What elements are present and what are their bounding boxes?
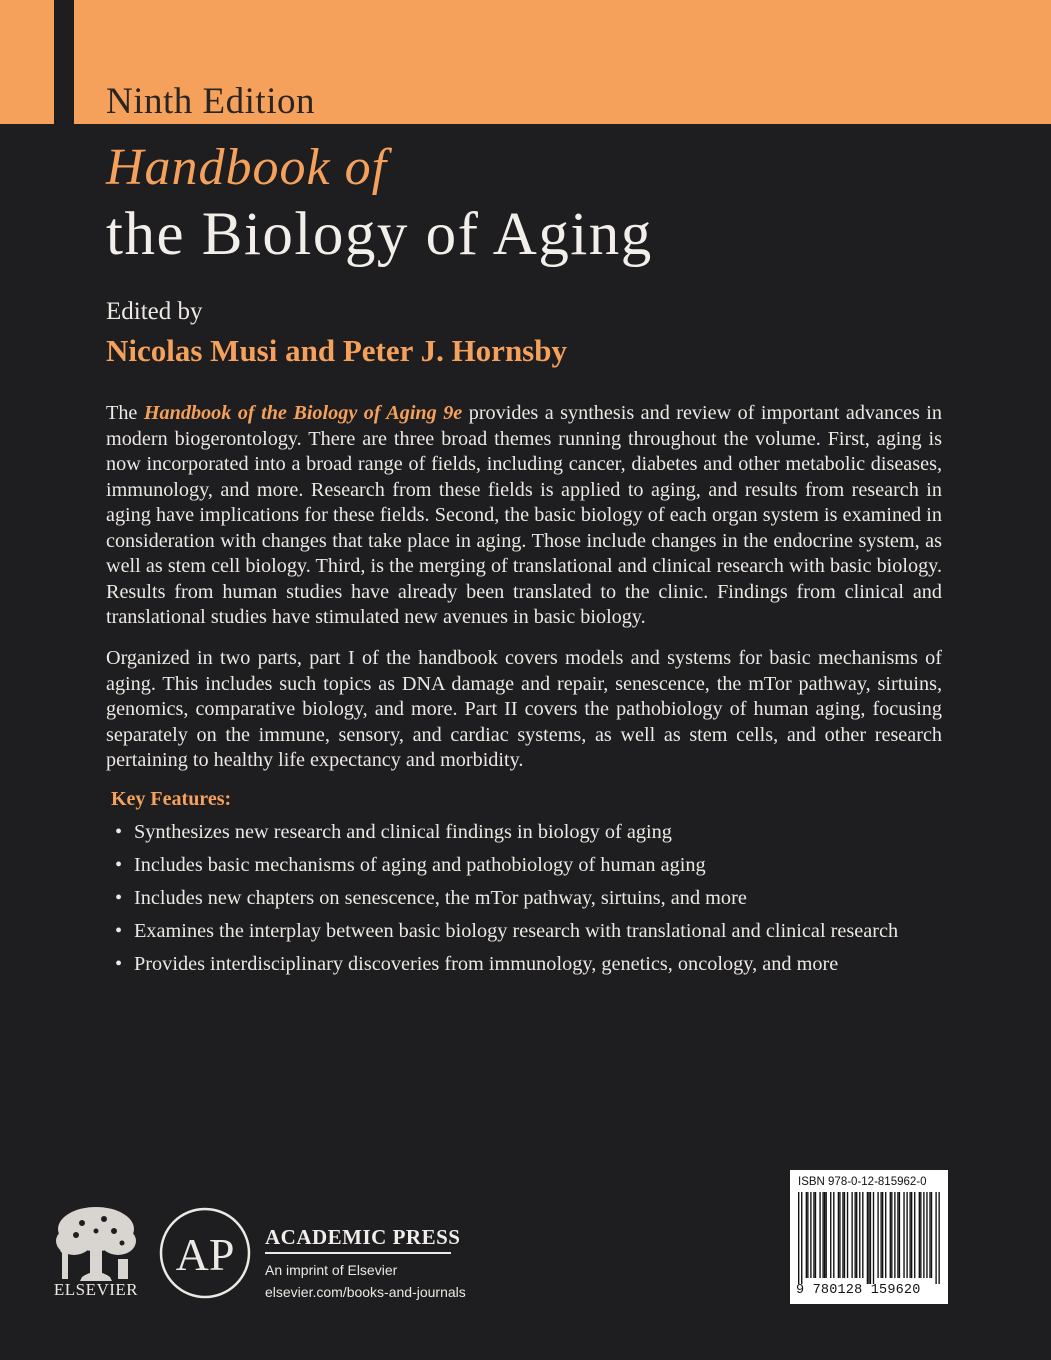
isbn-label: ISBN 978-0-12-815962-0 bbox=[798, 1176, 927, 1188]
barcode-bar bbox=[870, 1192, 871, 1284]
bullet-icon: • bbox=[115, 887, 123, 909]
description-paragraph-2: Organized in two parts, part I of the handbook covers models and systems for basic mechanisms of aging. This includes such topics as DNA damage and repair, senescence, the mTor pathway, sirtuins, genomics, comparative biology, and more. Part II covers the pathobiology of human aging, focusing separately on the immune, sensory, and cardiac systems, as well as stem cells, and other research pertaining to healthy life expectancy and morbidity. bbox=[106, 647, 942, 771]
barcode-bar bbox=[854, 1192, 855, 1278]
barcode-bars-icon bbox=[798, 1192, 940, 1284]
barcode-bar bbox=[868, 1192, 869, 1284]
barcode-bar bbox=[882, 1192, 883, 1278]
publisher-name: ACADEMIC PRESS bbox=[265, 1225, 461, 1249]
barcode-bar bbox=[899, 1192, 900, 1278]
barcode-bar bbox=[903, 1192, 904, 1278]
barcode-bar bbox=[911, 1192, 912, 1278]
barcode-bar bbox=[862, 1192, 863, 1278]
barcode-bar bbox=[931, 1192, 932, 1278]
barcode-digits: 9 780128 159620 bbox=[796, 1283, 921, 1298]
editors-names: Nicolas Musi and Peter J. Hornsby bbox=[106, 333, 567, 368]
barcode-bar bbox=[919, 1192, 920, 1278]
title-line-1: Handbook of bbox=[106, 139, 388, 196]
barcode-bar bbox=[851, 1192, 852, 1278]
barcode-bar bbox=[891, 1192, 892, 1278]
barcode-bar bbox=[920, 1192, 921, 1278]
isbn-barcode bbox=[790, 1170, 948, 1304]
barcode-bar bbox=[807, 1192, 808, 1278]
title-line-2: the Biology of Aging bbox=[106, 201, 653, 268]
barcode-bar bbox=[810, 1192, 811, 1278]
publisher-divider bbox=[265, 1252, 451, 1254]
barcode-bar bbox=[906, 1192, 907, 1278]
barcode-bar bbox=[885, 1192, 886, 1278]
barcode-bar bbox=[935, 1192, 936, 1284]
barcode-bar bbox=[839, 1192, 840, 1278]
barcode-bar bbox=[890, 1192, 891, 1278]
barcode-bar bbox=[877, 1192, 878, 1278]
elsevier-wordmark: ELSEVIER bbox=[53, 1280, 139, 1299]
barcode-bar bbox=[798, 1192, 799, 1284]
barcode-bar bbox=[833, 1192, 834, 1278]
barcode-bar bbox=[856, 1192, 857, 1278]
bullet-icon: • bbox=[115, 821, 123, 843]
barcode-bar bbox=[813, 1192, 814, 1278]
barcode-bar bbox=[824, 1192, 825, 1278]
barcode-bar bbox=[929, 1192, 930, 1278]
feature-item: • Synthesizes new research and clinical findings in biology of aging bbox=[115, 821, 672, 843]
barcode-bar bbox=[859, 1192, 860, 1278]
barcode-bar bbox=[909, 1192, 910, 1278]
ap-monogram-text: AP bbox=[175, 1229, 235, 1280]
barcode-bar bbox=[842, 1192, 843, 1278]
feature-item: • Includes new chapters on senescence, the mTor pathway, sirtuins, and more bbox=[115, 887, 747, 909]
barcode-bar bbox=[926, 1192, 927, 1278]
feature-item: • Examines the interplay between basic biology research with translational and clinical research bbox=[115, 920, 899, 942]
bullet-icon: • bbox=[115, 854, 123, 876]
barcode-bar bbox=[838, 1192, 839, 1278]
dark-spine-bar bbox=[54, 0, 74, 124]
key-features-heading: Key Features: bbox=[111, 788, 232, 810]
publisher-url: elsevier.com/books-and-journals bbox=[265, 1284, 466, 1300]
p1-body: provides a synthesis and review of important advances in modern biogerontology. There are three broad themes running throughout the volume. First, aging is now incorporated into a broad range of fields, including cancer, diabetes and other metabolic diseases, immunology, and more. Research from these fields is applied to aging, and results from research in aging have implications for these fields. Second, the basic biology of each organ system is examined in consideration with changes that take place in aging. Those include changes in the endocrine system, as well as stem cell biology. Third, is the merging of translational and clinical research with basic biology. Results from human studies have already been translated to the clinic. Findings from clinical and translational studies have stimulated new avenues in basic biology. bbox=[106, 402, 943, 628]
barcode-bar bbox=[880, 1192, 881, 1278]
bullet-icon: • bbox=[115, 953, 123, 975]
p1-book-title: Handbook of the Biology of Aging 9e bbox=[143, 402, 463, 424]
barcode-bar bbox=[844, 1192, 845, 1278]
barcode-bar bbox=[894, 1192, 895, 1278]
p1-prefix: The bbox=[106, 402, 144, 424]
barcode-bar bbox=[801, 1192, 802, 1284]
academic-press-logo-icon bbox=[158, 1206, 252, 1300]
barcode-bar bbox=[873, 1192, 874, 1284]
barcode-bar bbox=[938, 1192, 939, 1284]
barcode-bar bbox=[825, 1192, 826, 1278]
edited-by-label: Edited by bbox=[106, 298, 203, 325]
barcode-bar bbox=[867, 1192, 868, 1284]
publisher-imprint: An imprint of Elsevier bbox=[265, 1262, 398, 1278]
edition-label: Ninth Edition bbox=[106, 81, 315, 122]
barcode-bar bbox=[822, 1192, 823, 1278]
feature-item: • Provides interdisciplinary discoveries from immunology, genetics, oncology, and more bbox=[115, 953, 839, 975]
barcode-bar bbox=[806, 1192, 807, 1278]
barcode-bar bbox=[830, 1192, 831, 1278]
description-paragraph-1 bbox=[106, 401, 942, 631]
barcode-bar bbox=[819, 1192, 820, 1278]
feature-item: • Includes basic mechanisms of aging and pathobiology of human aging bbox=[115, 854, 706, 876]
bullet-icon: • bbox=[115, 920, 123, 942]
key-features-list bbox=[115, 819, 975, 984]
barcode-bar bbox=[847, 1192, 848, 1278]
barcode-bar bbox=[815, 1192, 816, 1278]
barcode-bar bbox=[923, 1192, 924, 1278]
barcode-bar bbox=[914, 1192, 915, 1278]
barcode-bar bbox=[897, 1192, 898, 1278]
